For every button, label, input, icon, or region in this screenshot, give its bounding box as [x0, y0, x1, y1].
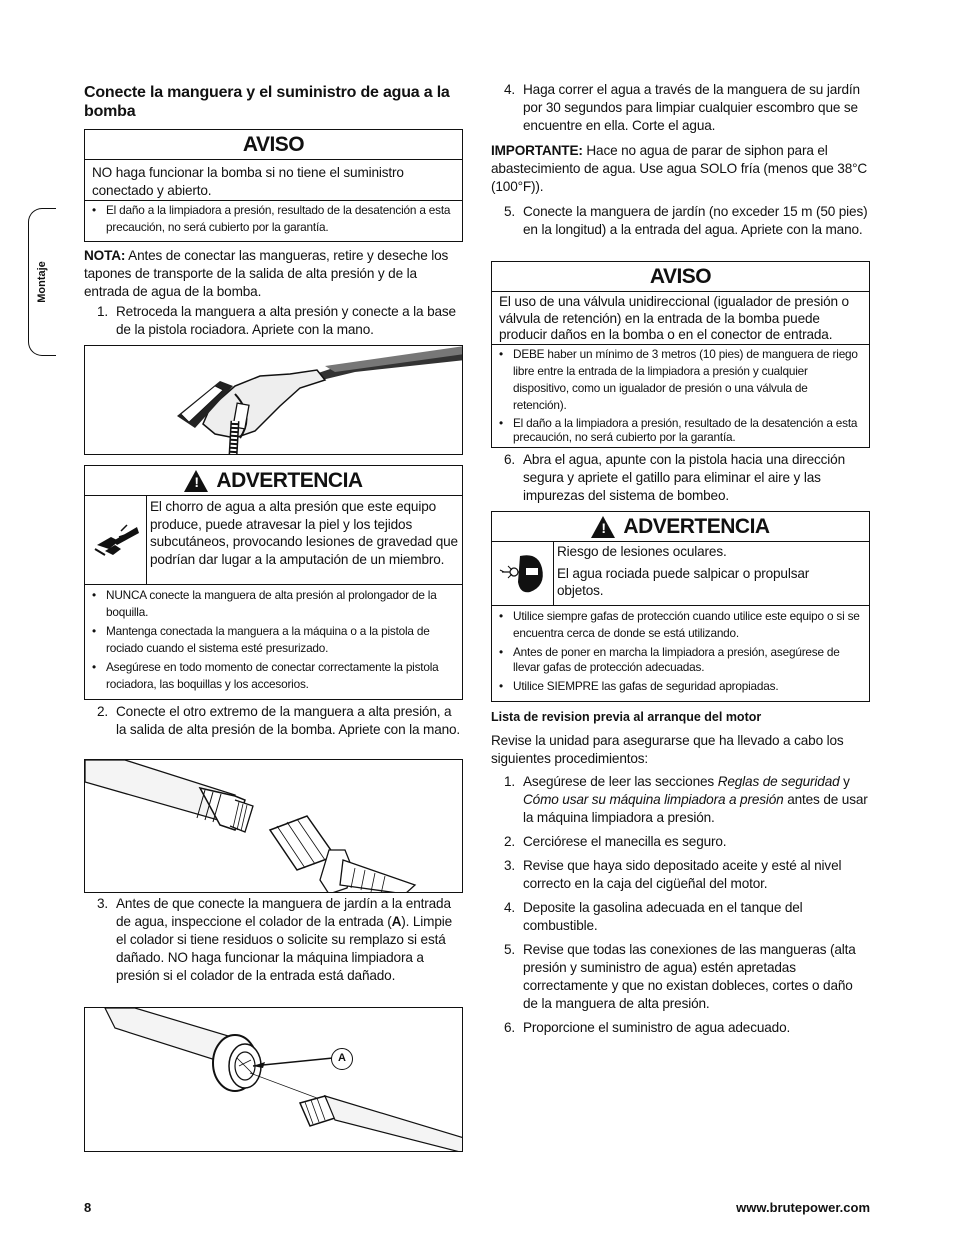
nota-paragraph [84, 247, 464, 301]
bullet-item: • El daño a la limpiadora a presión, resultado de la desatención a esta precaución, no será cubierto por la garantía. [499, 416, 858, 444]
checklist-item: 1. Asegúrese de leer las secciones Reglas de seguridad y Cómo usar su máquina limpiadora a presión antes de usar la máquina limpiadora a presión. [504, 774, 868, 825]
advertencia-text-2: El agua rociada puede salpicar o propulsar objetos. [557, 566, 810, 598]
aviso-box-2 [491, 261, 870, 448]
advertencia-text: El chorro de agua a alta presión que este equipo produce, puede atravesar la piel y los tejidos subcutáneos, provocando lesiones de gravedad que podrían dar lugar a la amputación de un miembro. [150, 499, 458, 567]
aviso-text: El uso de una válvula unidireccional (igualador de presión o válvula de retención) en la entrada de la bomba puede producir daños en la bomba o en el conector de entrada. [492, 292, 869, 345]
step-2: 2. Conecte el otro extremo de la manguera a alta presión, a la salida de alta presión de la bomba. Apriete con la mano. [97, 704, 461, 737]
step-5: 5. Conecte la manguera de jardín (no exceder 15 m (50 pies) en la longitud) a la entrada del agua. Apriete con la mano. [504, 204, 868, 237]
advertencia-bullets [85, 585, 462, 696]
aviso-title: AVISO [492, 262, 869, 292]
advertencia-box-2 [491, 511, 870, 702]
checklist-item: 2. Cerciórese el manecilla es seguro. [504, 834, 727, 849]
advertencia-box-1 [84, 465, 463, 700]
figure-spray-gun [84, 345, 463, 455]
checklist-item: 3. Revise que haya sido depositado aceite y esté al nivel correcto en la caja del cigüeñal del motor. [504, 858, 842, 891]
advertencia-title: ! ADVERTENCIA [85, 466, 462, 496]
skin-injection-icon [85, 496, 147, 584]
step-3: 3. Antes de que conecte la manguera de jardín a la entrada de agua, inspeccione el colador de la entrada (A). Limpie el colador si tiene residuos o solicite su remplazo si está dañado. NO haga funcionar la máquina limpiadora a presión si el colador de la entrada está dañado. [97, 896, 453, 983]
checklist-item: 5. Revise que todas las conexiones de las mangueras (alta presión y suministro de agua) estén apretadas correctamente y que no existan dobleces, cortes o daño de la manguera de alta presión. [504, 942, 856, 1011]
advertencia-bullets [492, 606, 869, 698]
eye-protection-icon [492, 542, 554, 605]
bullet-item: • Utilice siempre gafas de protección cuando utilice este equipo o si se encuentra cerca de donde se está utilizando. [499, 609, 860, 640]
warning-triangle-icon: ! [184, 470, 208, 492]
aviso-box-1 [84, 129, 463, 242]
figure-inlet-strainer [84, 1007, 463, 1152]
nota-text: Antes de conectar las mangueras, retire y deseche los tapones de transporte de la salida de alta presión y de la entrada de agua de la bomba. [84, 248, 449, 299]
page-number: 8 [84, 1200, 92, 1215]
side-tab-label: Montaje [36, 261, 48, 303]
bullet-item: • Utilice SIEMPRE las gafas de seguridad apropiadas. [499, 679, 779, 693]
bullet-item: • Mantenga conectada la manguera a la máquina o a la pistola de rociado cuando el sistema esté presurizado. [92, 624, 430, 655]
advertencia-title: ! ADVERTENCIA [492, 512, 869, 542]
checklist-item: 4. Deposite la gasolina adecuada en el tanque del combustible. [504, 900, 803, 933]
section-heading: Conecte la manguera y el suministro de agua a la bomba [84, 84, 450, 120]
step-1: 1. Retroceda la manguera a alta presión y conecte a la base de la pistola rociadora. Apriete con la mano. [97, 304, 456, 337]
figure-hose-outlet [84, 759, 463, 893]
importante-paragraph [491, 142, 871, 196]
bullet-item: • Antes de poner en marcha la limpiadora a presión, asegúrese de llevar gafas de protección adecuadas. [499, 645, 840, 674]
checklist [491, 773, 871, 1037]
step-4: 4. Haga correr el agua a través de la manguera de su jardín por 30 segundos para limpiar cualquier escombro que se encuentre en ella. Corte el agua. [504, 82, 860, 133]
advertencia-text-1: Riesgo de lesiones oculares. [557, 544, 727, 559]
importante-text: Hace no agua de parar de siphon para el abastecimiento de agua. Use agua SOLO fría (menos que 38°C (100°F)). [491, 143, 868, 194]
spray-gun-illustration [85, 346, 463, 455]
bullet-item: • Asegúrese en todo momento de conectar correctamente la pistola rociadora, las boquillas y los accesorios. [92, 660, 439, 691]
bullet-item: • NUNCA conecte la manguera de alta presión al prolongador de la boquilla. [92, 588, 437, 619]
checklist-item: 6. Proporcione el suministro de agua adecuado. [504, 1020, 791, 1035]
callout-label-a: A [331, 1048, 353, 1070]
inlet-strainer-illustration [85, 1008, 463, 1152]
step-6: 6. Abra el agua, apunte con la pistola hacia una dirección segura y apriete el gatillo para eliminar el aire y las impurezas del sistema de bombeo. [504, 452, 846, 503]
hose-outlet-illustration [85, 760, 463, 893]
aviso-text: NO haga funcionar la bomba si no tiene el suministro conectado y abierto. [85, 160, 462, 201]
warning-triangle-icon: ! [591, 516, 615, 538]
website-url: www.brutepower.com [736, 1200, 870, 1215]
advertencia-main [492, 542, 869, 606]
aviso-bullets [492, 345, 869, 447]
checklist-intro: Revise la unidad para asegurarse que ha llevado a cabo los siguientes procedimientos: [491, 733, 844, 766]
aviso-title: AVISO [85, 130, 462, 160]
aviso-bullets [85, 201, 462, 239]
checklist-heading: Lista de revision previa al arranque del motor [491, 710, 762, 724]
importante-label: IMPORTANTE: [491, 143, 583, 158]
advertencia-main [85, 496, 462, 585]
bullet-item: • El daño a la limpiadora a presión, resultado de la desatención a esta precaución, no será cubierto por la garantía. [92, 203, 451, 234]
bullet-item: • DEBE haber un mínimo de 3 metros (10 pies) de manguera de riego libre entre la entrada de la limpiadora a presión y cualquier dispositivo, como un igualador de presión o una válvula de retención). [499, 347, 858, 412]
nota-label: NOTA: [84, 248, 126, 263]
